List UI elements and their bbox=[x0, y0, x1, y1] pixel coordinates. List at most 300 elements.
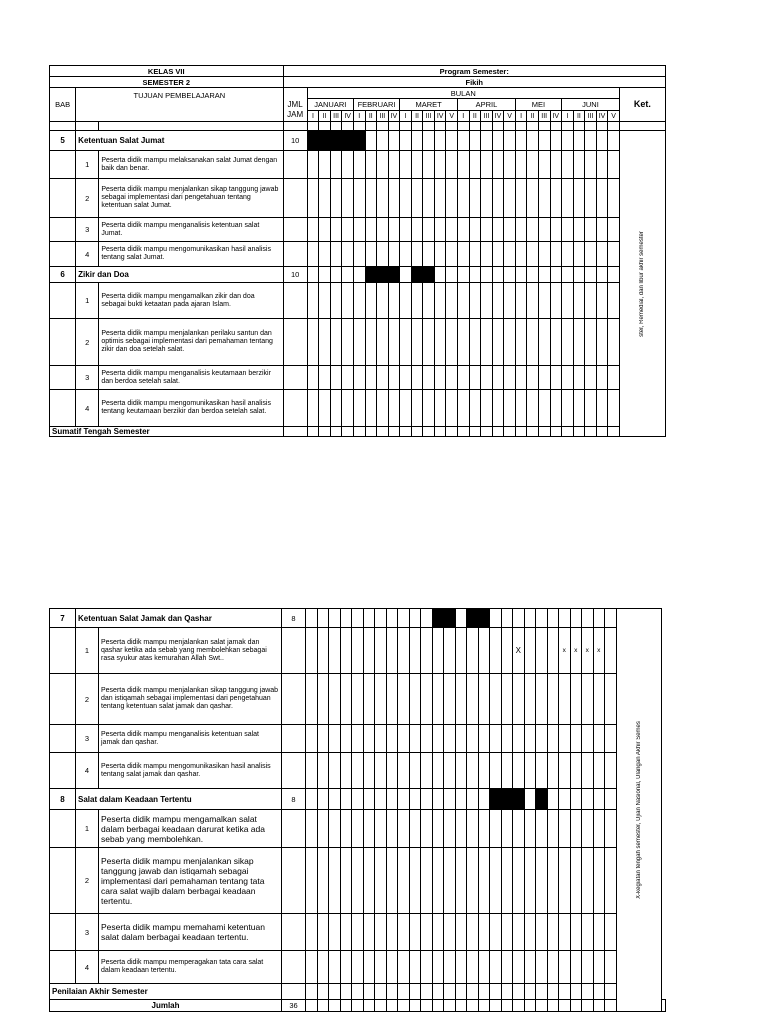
week-cell bbox=[388, 218, 400, 242]
scheduled-week-cell bbox=[444, 609, 456, 628]
week-cell bbox=[423, 151, 435, 179]
spacer-cell bbox=[550, 122, 562, 131]
week-cell bbox=[504, 366, 516, 390]
week-cell bbox=[527, 390, 539, 427]
week-cell bbox=[608, 218, 620, 242]
tujuan-row bbox=[50, 390, 666, 427]
week-cell bbox=[481, 151, 493, 179]
week-cell bbox=[458, 242, 470, 267]
week-cell bbox=[458, 366, 470, 390]
week-cell bbox=[573, 151, 585, 179]
week-cell bbox=[501, 628, 513, 674]
spacer-cell bbox=[492, 122, 504, 131]
jam-cell-empty bbox=[282, 984, 306, 1000]
week-cell bbox=[608, 179, 620, 218]
week-cell bbox=[596, 390, 608, 427]
week-cell bbox=[421, 753, 433, 789]
spacer-cell bbox=[50, 122, 76, 131]
item-number: 4 bbox=[76, 753, 99, 789]
jam-value: 10 bbox=[283, 131, 307, 151]
week-cell bbox=[515, 390, 527, 427]
week-header: IV bbox=[596, 111, 608, 122]
week-cell bbox=[377, 390, 389, 427]
week-cell bbox=[547, 609, 559, 628]
week-cell bbox=[306, 753, 318, 789]
week-cell bbox=[446, 366, 458, 390]
scheduled-week-cell bbox=[319, 131, 331, 151]
week-cell bbox=[363, 753, 375, 789]
week-cell bbox=[388, 319, 400, 366]
week-cell bbox=[501, 810, 513, 848]
empty-cell bbox=[306, 1000, 318, 1012]
jml-label: JML bbox=[287, 99, 303, 109]
week-cell bbox=[353, 151, 365, 179]
week-cell bbox=[423, 179, 435, 218]
week-cell bbox=[421, 810, 433, 848]
week-cell bbox=[352, 725, 364, 753]
week-cell bbox=[317, 628, 329, 674]
week-cell bbox=[585, 218, 597, 242]
empty-cell bbox=[444, 1000, 456, 1012]
week-cell bbox=[375, 951, 387, 984]
week-cell bbox=[585, 319, 597, 366]
week-header: II bbox=[527, 111, 539, 122]
week-cell bbox=[421, 789, 433, 810]
week-cell bbox=[317, 789, 329, 810]
week-cell bbox=[481, 131, 493, 151]
week-cell bbox=[342, 267, 354, 283]
tujuan-row bbox=[50, 218, 666, 242]
week-cell bbox=[570, 984, 582, 1000]
week-cell bbox=[559, 753, 571, 789]
week-cell bbox=[409, 789, 421, 810]
ket-vertical-note: X-kegiatan tengah semester, Ujian Nasional, Ulangan Akhir Semes bbox=[635, 721, 642, 899]
jam-value: 10 bbox=[283, 267, 307, 283]
scheduled-week-cell bbox=[432, 609, 444, 628]
week-header: II bbox=[573, 111, 585, 122]
item-number: 4 bbox=[76, 242, 99, 267]
week-cell bbox=[467, 789, 479, 810]
week-cell bbox=[570, 914, 582, 951]
week-cell bbox=[409, 951, 421, 984]
week-cell bbox=[504, 319, 516, 366]
week-cell bbox=[317, 609, 329, 628]
week-cell bbox=[547, 725, 559, 753]
week-cell bbox=[559, 725, 571, 753]
week-cell bbox=[515, 131, 527, 151]
week-cell bbox=[432, 725, 444, 753]
week-cell bbox=[467, 628, 479, 674]
week-cell bbox=[504, 179, 516, 218]
item-number: 1 bbox=[76, 628, 99, 674]
week-cell bbox=[386, 753, 398, 789]
week-cell bbox=[562, 218, 574, 242]
week-cell bbox=[375, 628, 387, 674]
week-cell bbox=[421, 951, 433, 984]
empty-cell bbox=[559, 1000, 571, 1012]
week-cell bbox=[329, 951, 341, 984]
spacer-cell bbox=[481, 122, 493, 131]
week-cell bbox=[434, 179, 446, 218]
week-cell bbox=[527, 283, 539, 319]
week-cell bbox=[536, 848, 548, 914]
week-cell bbox=[458, 427, 470, 437]
week-cell bbox=[398, 789, 410, 810]
week-cell bbox=[469, 179, 481, 218]
week-cell bbox=[375, 753, 387, 789]
week-cell bbox=[573, 179, 585, 218]
week-cell bbox=[490, 848, 502, 914]
bab-cell-empty bbox=[50, 366, 76, 390]
week-cell bbox=[605, 628, 617, 674]
week-cell bbox=[524, 725, 536, 753]
week-cell bbox=[340, 914, 352, 951]
week-cell bbox=[307, 179, 319, 218]
empty-cell bbox=[582, 1000, 594, 1012]
spacer-cell bbox=[365, 122, 377, 131]
week-cell bbox=[342, 390, 354, 427]
week-cell bbox=[400, 427, 412, 437]
week-cell bbox=[363, 628, 375, 674]
week-cell bbox=[434, 218, 446, 242]
week-cell bbox=[536, 984, 548, 1000]
week-cell bbox=[559, 789, 571, 810]
tujuan-row bbox=[50, 951, 666, 984]
week-cell bbox=[550, 390, 562, 427]
week-cell bbox=[605, 609, 617, 628]
week-cell bbox=[582, 725, 594, 753]
week-cell bbox=[504, 267, 516, 283]
week-cell bbox=[492, 390, 504, 427]
scheduled-week-cell bbox=[377, 267, 389, 283]
week-cell bbox=[386, 725, 398, 753]
item-description: Peserta didik mampu menganalisis ketentuan salat Jumat. bbox=[99, 218, 283, 242]
week-cell bbox=[352, 984, 364, 1000]
scheduled-week-cell bbox=[490, 789, 502, 810]
jam-cell-empty bbox=[282, 628, 306, 674]
empty-cell bbox=[661, 1000, 665, 1012]
week-cell bbox=[562, 179, 574, 218]
jumlah-row bbox=[50, 1000, 666, 1012]
week-cell bbox=[363, 810, 375, 848]
week-cell bbox=[317, 848, 329, 914]
week-cell bbox=[434, 267, 446, 283]
week-cell bbox=[481, 283, 493, 319]
week-header: III bbox=[377, 111, 389, 122]
spacer-cell bbox=[619, 122, 665, 131]
week-cell bbox=[434, 366, 446, 390]
week-cell bbox=[306, 810, 318, 848]
week-cell bbox=[582, 609, 594, 628]
week-cell bbox=[547, 628, 559, 674]
week-cell bbox=[550, 319, 562, 366]
item-description: Peserta didik mampu mengamalkan salat dalam berbagai keadaan darurat ketika ada sebab yang membolehkan. bbox=[99, 810, 282, 848]
week-cell bbox=[550, 179, 562, 218]
week-cell bbox=[513, 674, 525, 725]
week-header: I bbox=[562, 111, 574, 122]
bab-title: Ketentuan Salat Jamak dan Qashar bbox=[76, 609, 282, 628]
week-cell bbox=[398, 753, 410, 789]
week-cell bbox=[455, 914, 467, 951]
week-cell bbox=[481, 267, 493, 283]
spacer-cell bbox=[388, 122, 400, 131]
week-cell bbox=[524, 984, 536, 1000]
week-cell bbox=[363, 951, 375, 984]
week-cell bbox=[432, 810, 444, 848]
week-cell bbox=[342, 179, 354, 218]
week-cell bbox=[573, 283, 585, 319]
tujuan-row bbox=[50, 914, 666, 951]
week-cell bbox=[375, 810, 387, 848]
empty-cell bbox=[329, 1000, 341, 1012]
week-cell bbox=[550, 218, 562, 242]
scheduled-week-cell bbox=[388, 267, 400, 283]
week-cell bbox=[596, 427, 608, 437]
week-cell bbox=[400, 242, 412, 267]
week-cell bbox=[490, 810, 502, 848]
ket-header: Ket. bbox=[619, 88, 665, 122]
jam-value: 8 bbox=[282, 609, 306, 628]
week-cell bbox=[307, 218, 319, 242]
week-cell bbox=[377, 242, 389, 267]
week-cell bbox=[562, 390, 574, 427]
week-cell bbox=[352, 914, 364, 951]
x-mark: X bbox=[513, 628, 525, 674]
week-cell bbox=[377, 366, 389, 390]
spacer-cell bbox=[585, 122, 597, 131]
week-cell bbox=[467, 984, 479, 1000]
jam-cell-empty bbox=[282, 914, 306, 951]
week-cell bbox=[307, 427, 319, 437]
week-cell bbox=[306, 914, 318, 951]
week-cell bbox=[481, 218, 493, 242]
week-cell bbox=[398, 725, 410, 753]
empty-cell bbox=[455, 1000, 467, 1012]
week-cell bbox=[307, 267, 319, 283]
week-cell bbox=[411, 390, 423, 427]
tujuan-row bbox=[50, 753, 666, 789]
week-cell bbox=[423, 427, 435, 437]
week-cell bbox=[467, 951, 479, 984]
week-cell bbox=[515, 242, 527, 267]
week-cell bbox=[467, 725, 479, 753]
week-cell bbox=[455, 674, 467, 725]
week-cell bbox=[329, 725, 341, 753]
week-cell bbox=[513, 810, 525, 848]
week-cell bbox=[342, 283, 354, 319]
week-cell bbox=[585, 366, 597, 390]
week-cell bbox=[536, 810, 548, 848]
bab-title: Zikir dan Doa bbox=[76, 267, 283, 283]
week-header: IV bbox=[492, 111, 504, 122]
week-cell bbox=[570, 951, 582, 984]
spacer-cell bbox=[342, 122, 354, 131]
week-cell bbox=[469, 427, 481, 437]
week-cell bbox=[411, 283, 423, 319]
week-cell bbox=[538, 390, 550, 427]
week-cell bbox=[593, 789, 605, 810]
empty-cell bbox=[513, 1000, 525, 1012]
week-cell bbox=[340, 609, 352, 628]
spacer-cell bbox=[434, 122, 446, 131]
week-cell bbox=[550, 267, 562, 283]
week-cell bbox=[524, 789, 536, 810]
empty-cell bbox=[490, 1000, 502, 1012]
week-cell bbox=[596, 218, 608, 242]
week-cell bbox=[538, 218, 550, 242]
week-cell bbox=[409, 984, 421, 1000]
week-header: III bbox=[538, 111, 550, 122]
week-cell bbox=[307, 319, 319, 366]
week-cell bbox=[411, 151, 423, 179]
week-cell bbox=[547, 951, 559, 984]
item-description: Peserta didik mampu mengomunikasikan hasil analisis tentang salat jamak dan qashar. bbox=[99, 753, 282, 789]
x-mark: x bbox=[570, 628, 582, 674]
tujuan-row bbox=[50, 674, 666, 725]
kelas-label: KELAS VII bbox=[50, 66, 284, 77]
week-cell bbox=[536, 725, 548, 753]
week-cell bbox=[375, 725, 387, 753]
month-header-januari: JANUARI bbox=[307, 99, 353, 111]
week-cell bbox=[524, 753, 536, 789]
week-cell bbox=[398, 674, 410, 725]
week-cell bbox=[585, 151, 597, 179]
spacer-cell bbox=[283, 122, 307, 131]
week-cell bbox=[469, 242, 481, 267]
week-cell bbox=[377, 218, 389, 242]
program-label: Program Semester: bbox=[283, 66, 665, 77]
week-cell bbox=[492, 151, 504, 179]
week-cell bbox=[538, 427, 550, 437]
week-cell bbox=[353, 427, 365, 437]
item-description: Peserta didik mampu mengomunikasikan hasil analisis tentang keutamaan berzikir dan berdoa setelah salat. bbox=[99, 390, 283, 427]
bab-cell-empty bbox=[50, 674, 76, 725]
week-cell bbox=[330, 390, 342, 427]
week-cell bbox=[409, 725, 421, 753]
week-cell bbox=[363, 789, 375, 810]
week-cell bbox=[423, 319, 435, 366]
week-cell bbox=[458, 151, 470, 179]
program-semester-table-top bbox=[49, 65, 666, 437]
week-cell bbox=[547, 810, 559, 848]
week-cell bbox=[342, 242, 354, 267]
week-cell bbox=[342, 319, 354, 366]
week-cell bbox=[455, 789, 467, 810]
week-cell bbox=[562, 267, 574, 283]
week-cell bbox=[444, 725, 456, 753]
week-cell bbox=[570, 753, 582, 789]
week-cell bbox=[317, 914, 329, 951]
tujuan-row bbox=[50, 810, 666, 848]
week-cell bbox=[573, 218, 585, 242]
week-cell bbox=[365, 427, 377, 437]
week-cell bbox=[444, 810, 456, 848]
scheduled-week-cell bbox=[411, 267, 423, 283]
week-cell bbox=[596, 319, 608, 366]
jam-cell-empty bbox=[283, 366, 307, 390]
bab-cell-empty bbox=[50, 848, 76, 914]
week-cell bbox=[469, 267, 481, 283]
week-cell bbox=[409, 810, 421, 848]
week-cell bbox=[340, 628, 352, 674]
week-cell bbox=[515, 179, 527, 218]
week-cell bbox=[411, 427, 423, 437]
week-cell bbox=[481, 427, 493, 437]
week-cell bbox=[573, 131, 585, 151]
week-cell bbox=[536, 674, 548, 725]
week-cell bbox=[329, 914, 341, 951]
week-cell bbox=[446, 267, 458, 283]
week-cell bbox=[596, 267, 608, 283]
scheduled-week-cell bbox=[330, 131, 342, 151]
week-cell bbox=[515, 218, 527, 242]
week-cell bbox=[524, 848, 536, 914]
week-cell bbox=[340, 725, 352, 753]
week-cell bbox=[317, 810, 329, 848]
week-cell bbox=[585, 427, 597, 437]
bab-number: 5 bbox=[50, 131, 76, 151]
item-number: 4 bbox=[76, 951, 99, 984]
tujuan-row bbox=[50, 283, 666, 319]
week-cell bbox=[527, 151, 539, 179]
week-cell bbox=[593, 914, 605, 951]
item-description: Peserta didik mampu menjalankan salat jamak dan qashar ketika ada sebab yang membolehkan sebagai rasa syukur atas kemurahan Allah Swt.. bbox=[99, 628, 282, 674]
week-cell bbox=[409, 609, 421, 628]
week-cell bbox=[504, 151, 516, 179]
week-cell bbox=[353, 366, 365, 390]
ket-cell bbox=[619, 131, 665, 437]
bulan-header: BULAN bbox=[307, 88, 619, 99]
bab-cell-empty bbox=[50, 914, 76, 951]
item-description: Peserta didik mampu menjalankan sikap tanggung jawab dan istiqamah sebagai implementasi dari pemahaman tentang tata cara salat wajib dalam berbagai keadaan tertentu. bbox=[99, 848, 282, 914]
week-cell bbox=[605, 951, 617, 984]
x-mark: x bbox=[593, 628, 605, 674]
week-cell bbox=[469, 131, 481, 151]
week-cell bbox=[319, 427, 331, 437]
week-cell bbox=[432, 914, 444, 951]
week-cell bbox=[307, 242, 319, 267]
semester-label: SEMESTER 2 bbox=[50, 77, 284, 88]
week-cell bbox=[536, 628, 548, 674]
week-cell bbox=[570, 789, 582, 810]
jam-cell-empty bbox=[282, 848, 306, 914]
week-cell bbox=[455, 984, 467, 1000]
week-cell bbox=[492, 366, 504, 390]
week-header: I bbox=[515, 111, 527, 122]
week-cell bbox=[434, 283, 446, 319]
week-cell bbox=[307, 390, 319, 427]
week-cell bbox=[411, 319, 423, 366]
week-cell bbox=[469, 366, 481, 390]
week-cell bbox=[352, 609, 364, 628]
week-cell bbox=[307, 366, 319, 390]
week-cell bbox=[524, 609, 536, 628]
week-cell bbox=[375, 914, 387, 951]
jam-cell-empty bbox=[283, 179, 307, 218]
week-cell bbox=[478, 725, 490, 753]
week-cell bbox=[478, 674, 490, 725]
item-number: 3 bbox=[76, 366, 99, 390]
week-cell bbox=[573, 427, 585, 437]
week-cell bbox=[319, 267, 331, 283]
empty-cell bbox=[340, 1000, 352, 1012]
jumlah-label: Jumlah bbox=[50, 1000, 282, 1012]
week-cell bbox=[365, 242, 377, 267]
scheduled-week-cell bbox=[307, 131, 319, 151]
bab-number: 6 bbox=[50, 267, 76, 283]
month-header-april: APRIL bbox=[458, 99, 516, 111]
tujuan-row bbox=[50, 848, 666, 914]
